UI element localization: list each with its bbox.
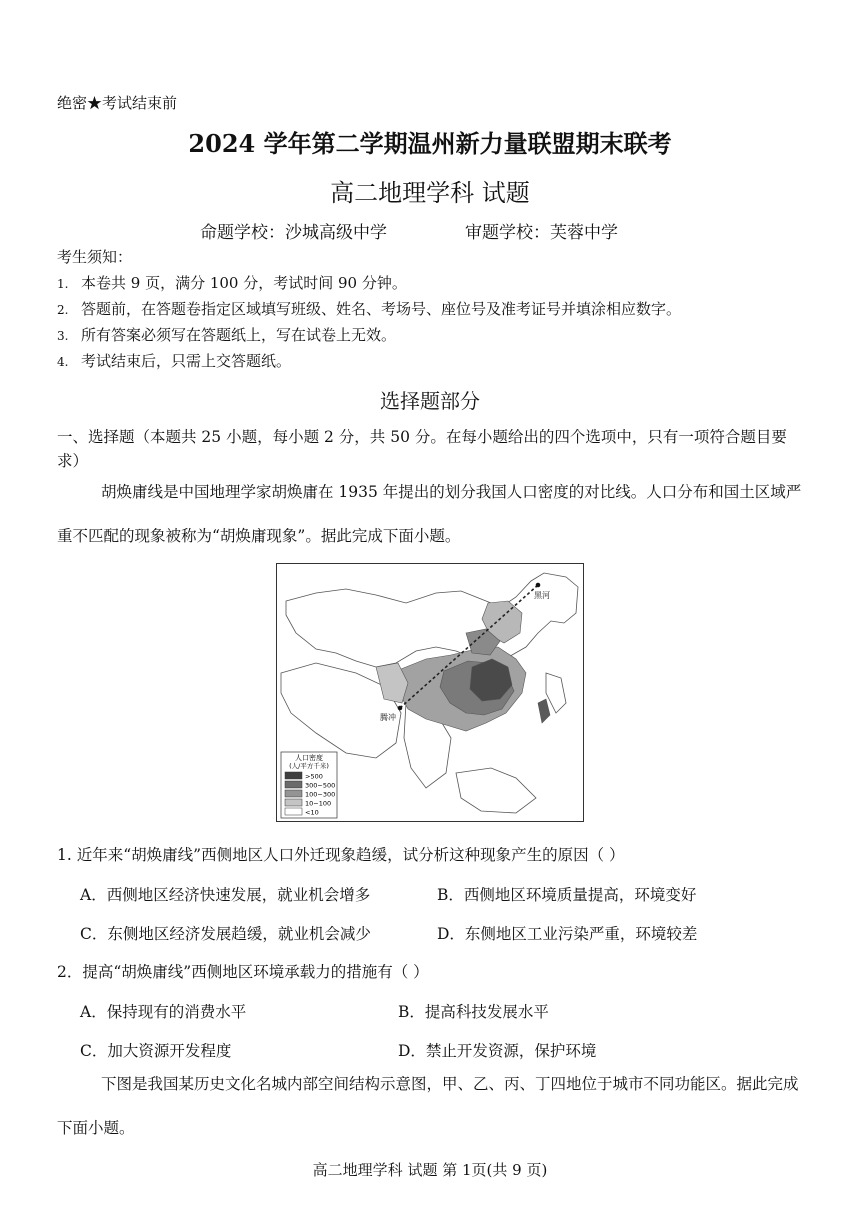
question-1-option-d: D．东侧地区工业污染严重，环境较差 — [437, 925, 698, 943]
section-instruction: 一、选择题（本题共 25 小题，每小题 2 分，共 50 分。在每小题给出的四个选项中，只有一项符合题目要求） — [57, 428, 787, 470]
legend-label: <10 — [305, 808, 319, 817]
legend-swatch — [285, 772, 302, 779]
population-density-map — [276, 563, 584, 822]
intro-paragraph-1: 胡焕庸线是中国地理学家胡焕庸在 1935 年提出的划分我国人口密度的对比线。人口分布和国土区域严重不匹配的现象被称为“胡焕庸现象”。据此完成下面小题。 — [57, 483, 802, 545]
legend-swatch — [285, 790, 302, 797]
reviewer-school: 审题学校：芙蓉中学 — [465, 223, 618, 243]
intro-paragraph-2: 下图是我国某历史文化名城内部空间结构示意图，甲、乙、丙、丁四地位于城市不同功能区。据此完成下面小题。 — [57, 1075, 799, 1137]
legend-swatch — [285, 808, 302, 815]
section-title: 选择题部分 — [380, 389, 480, 413]
question-2-stem: 2．提高“胡焕庸线”西侧地区环境承载力的措施有（ ） — [57, 963, 429, 981]
map-legend — [281, 752, 337, 818]
question-1-stem: 1. 近年来“胡焕庸线”西侧地区人口外迁现象趋缓，试分析这种现象产生的原因（ ） — [57, 846, 625, 864]
legend-swatch — [285, 799, 302, 806]
question-2-option-d: D．禁止开发资源，保护环境 — [398, 1042, 597, 1060]
setter-school: 命题学校：沙城高级中学 — [200, 223, 387, 243]
exam-title: 2024 学年第二学期温州新力量联盟期末联考 — [188, 129, 672, 158]
legend-label: 300~500 — [305, 781, 336, 790]
legend-swatch — [285, 781, 302, 788]
notice-item: 2. 答题前，在答题卷指定区域填写班级、姓名、考场号、座位号及准考证号并填涂相应数字。 — [57, 300, 682, 318]
city-label-tengchong: 腾冲 — [380, 713, 396, 722]
legend-label: >500 — [305, 772, 323, 781]
question-1-option-c: C．东侧地区经济发展趋缓，就业机会减少 — [80, 925, 371, 943]
question-2-option-a: A．保持现有的消费水平 — [80, 1003, 247, 1021]
notice-item: 3. 所有答案必须写在答题纸上，写在试卷上无效。 — [57, 326, 397, 344]
confidential-mark: 绝密★考试结束前 — [57, 94, 178, 112]
city-label-heihe: 黑河 — [534, 591, 550, 600]
page-footer: 高二地理学科 试题 第 1页(共 9 页) — [312, 1161, 548, 1179]
tengchong-point — [398, 706, 403, 711]
heihe-point — [536, 583, 541, 588]
notice-heading: 考生须知： — [57, 248, 133, 266]
notice-item: 4. 考试结束后，只需上交答题纸。 — [57, 352, 292, 370]
question-1-option-b: B．西侧地区环境质量提高，环境变好 — [437, 886, 697, 904]
exam-subject: 高二地理学科 试题 — [330, 179, 530, 207]
question-2-option-b: B．提高科技发展水平 — [398, 1003, 549, 1021]
legend-label: 100~300 — [305, 790, 336, 799]
notice-item: 1. 本卷共 9 页，满分 100 分，考试时间 90 分钟。 — [57, 274, 407, 292]
legend-label: 10~100 — [305, 799, 332, 808]
question-1-option-a: A．西侧地区经济快速发展，就业机会增多 — [80, 886, 371, 904]
school-info — [200, 218, 618, 243]
legend-title: 人口密度 — [295, 754, 323, 762]
legend-unit: (人/平方千米) — [289, 762, 329, 770]
question-2-option-c: C．加大资源开发程度 — [80, 1042, 232, 1060]
